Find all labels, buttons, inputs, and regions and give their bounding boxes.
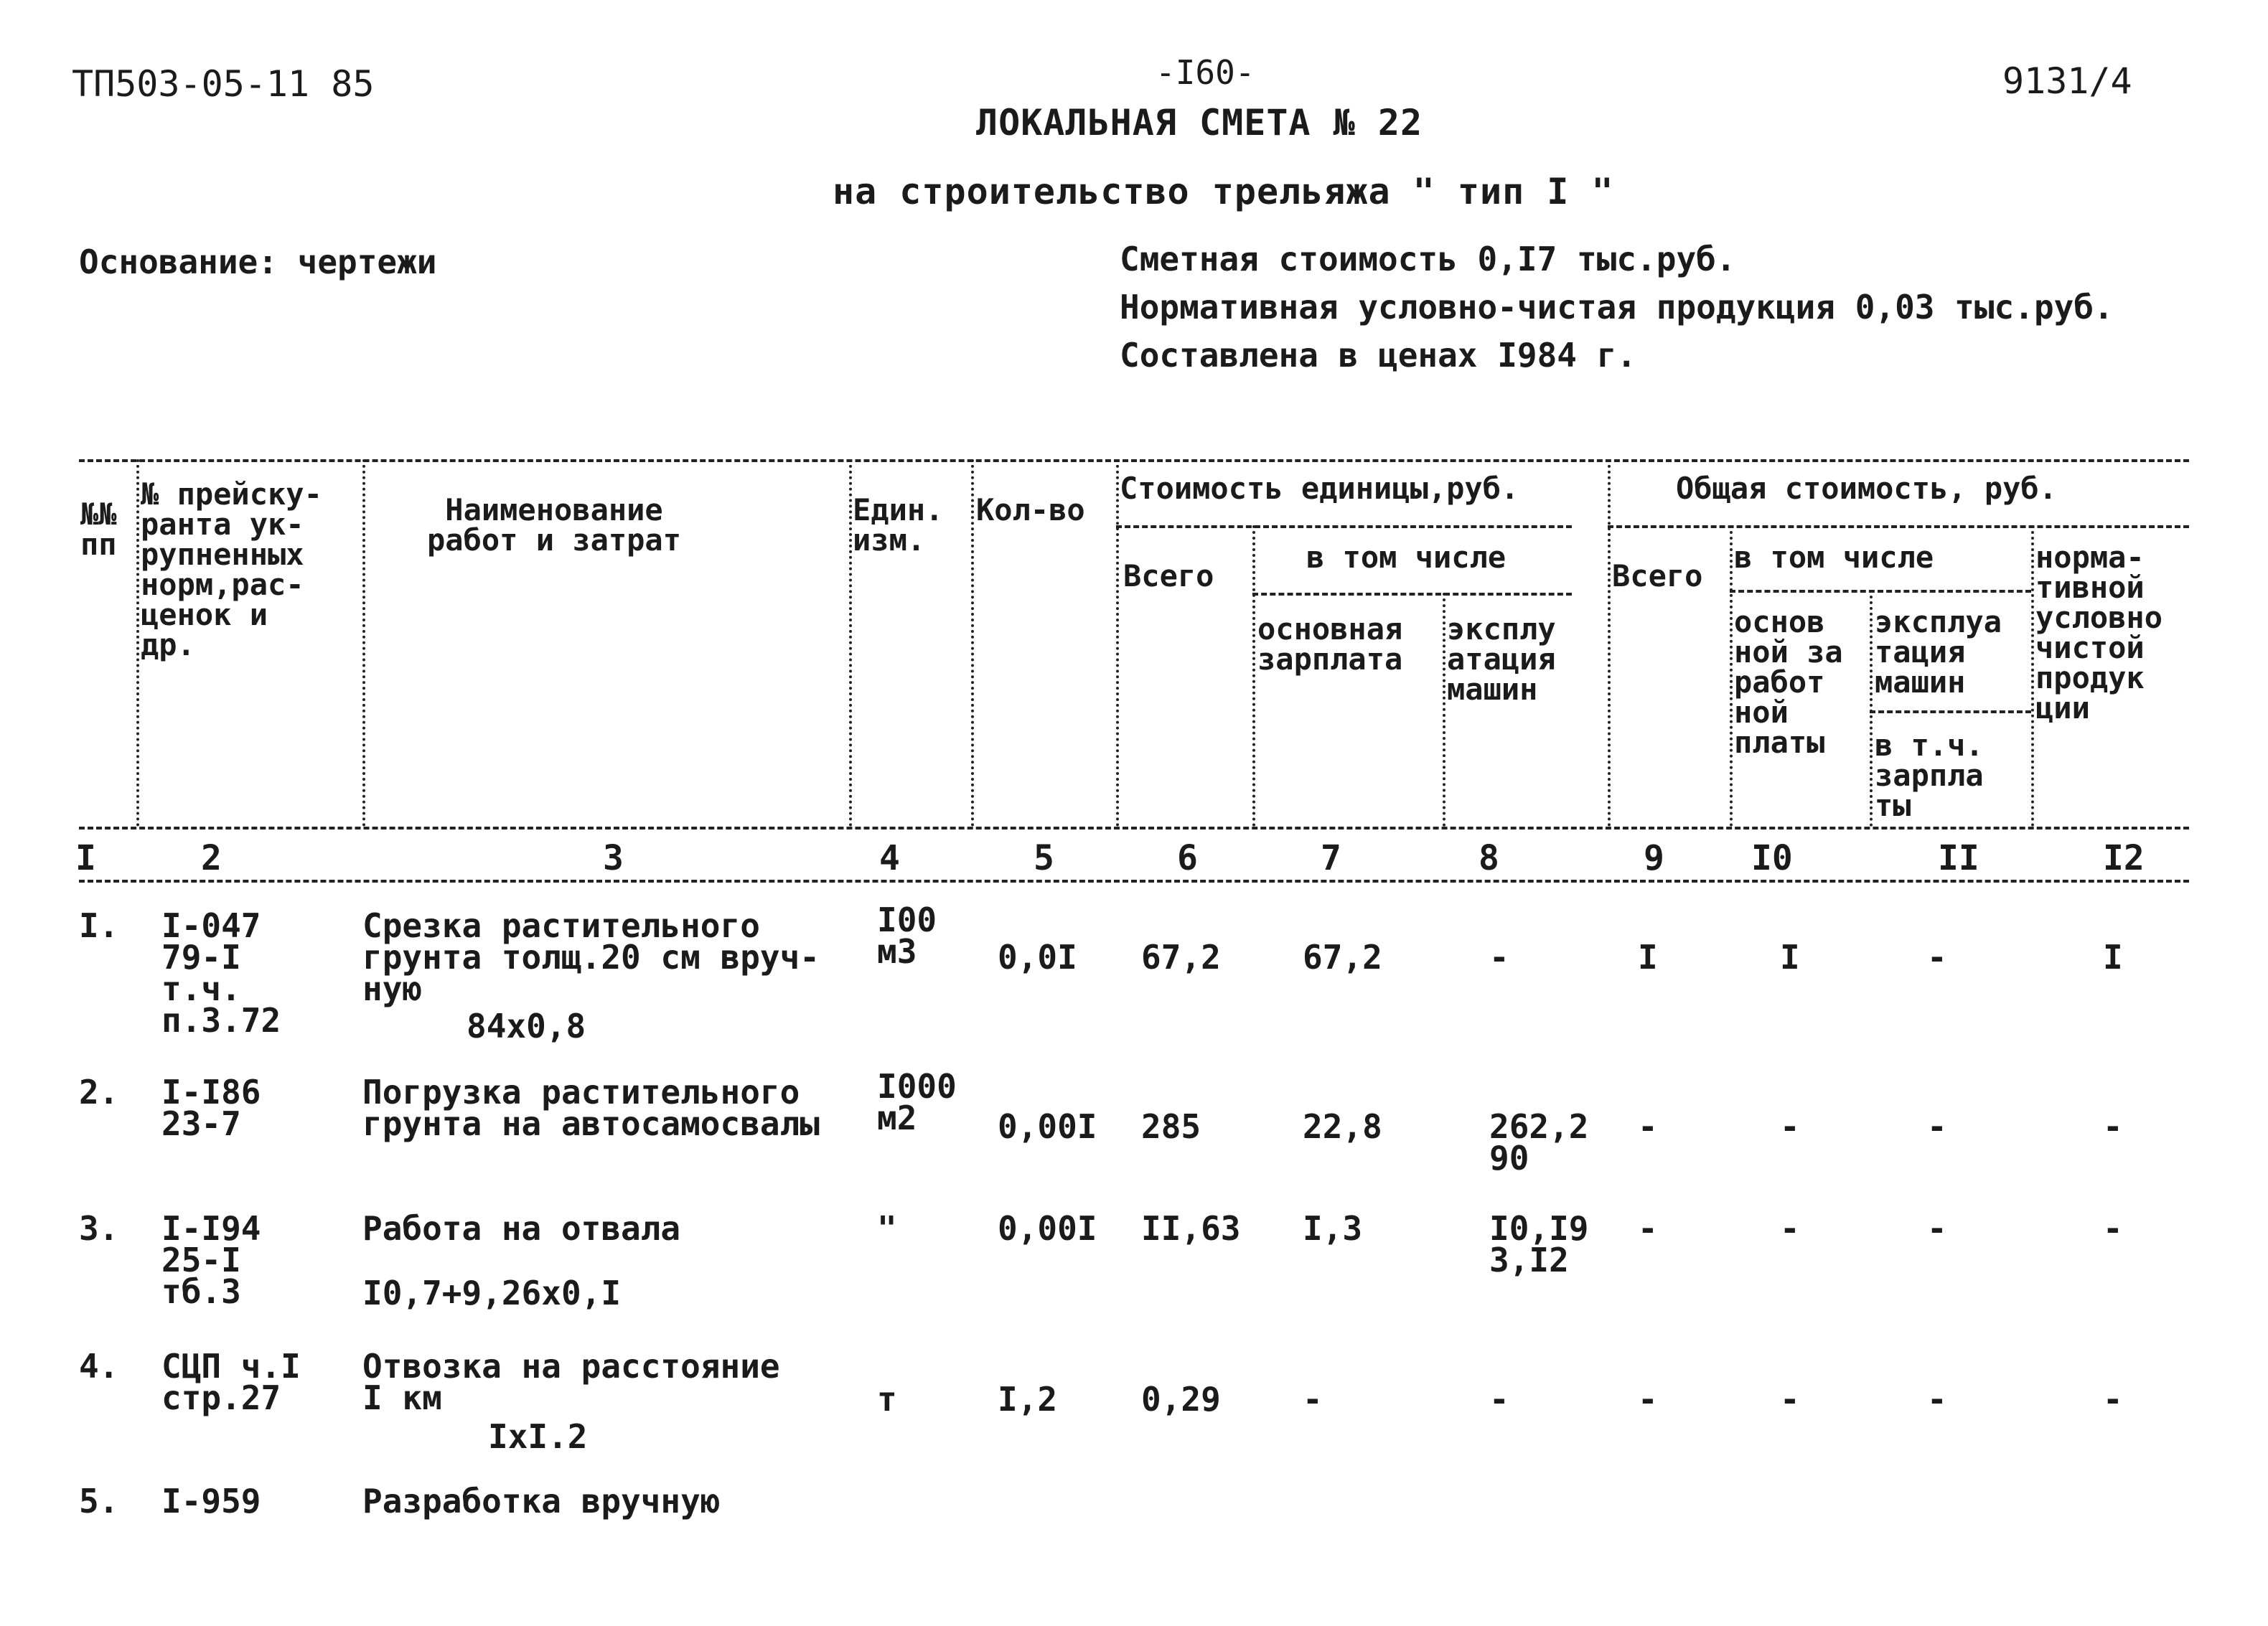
document-title: ЛОКАЛЬНАЯ СМЕТА № 22 xyxy=(976,102,1423,144)
total-wages: - xyxy=(1780,1107,1800,1146)
price-code: I-959 xyxy=(161,1482,261,1521)
unit-machines: - xyxy=(1489,1380,1509,1419)
col-divider xyxy=(1252,525,1255,827)
unit-total: 67,2 xyxy=(1141,938,1221,977)
basis-text: Основание: чертежи xyxy=(79,243,437,281)
header-col5: Кол-во xyxy=(976,492,1085,527)
row-number: 4. xyxy=(79,1347,119,1386)
work-name: Срезка растительного грунта толщ.20 см вруч- ную xyxy=(362,906,820,1008)
price-basis: Составлена в ценах I984 г. xyxy=(1120,336,1637,375)
unit-machines: 262,2 90 xyxy=(1489,1107,1589,1178)
header-total-incl: в том числе xyxy=(1734,540,1934,575)
unit-incl-rule xyxy=(1252,593,1572,596)
total: I xyxy=(1638,938,1658,977)
column-numbers-rule xyxy=(79,880,2189,883)
column-number: 7 xyxy=(1321,838,1341,878)
col-divider xyxy=(971,459,974,827)
norm-product: I xyxy=(2103,938,2123,977)
header-col11-machines: эксплуа тация машин xyxy=(1875,604,2002,700)
col-divider xyxy=(1116,459,1119,827)
total-wages: - xyxy=(1780,1209,1800,1248)
header-col3: Наименование работ и затрат xyxy=(427,492,682,558)
col-divider xyxy=(136,459,139,827)
header-col1: №№ пп xyxy=(80,497,117,562)
work-name: Погрузка растительного грунта на автосамосвалы xyxy=(362,1073,820,1143)
header-unit-cost: Стоимость единицы,руб. xyxy=(1120,471,1519,506)
unit-machines: I0,I9 3,I2 xyxy=(1489,1209,1589,1279)
document-subtitle: на строительство трельяжа " тип I " xyxy=(833,171,1614,212)
quantity: 0,00I xyxy=(998,1107,1097,1146)
total: - xyxy=(1638,1107,1658,1146)
total-cost-rule xyxy=(1608,525,2189,528)
total-machines: - xyxy=(1927,1107,1947,1146)
unit: " xyxy=(877,1209,897,1248)
header-bottom-rule xyxy=(79,827,2189,830)
total: - xyxy=(1638,1380,1658,1419)
unit-total: 285 xyxy=(1141,1107,1201,1146)
quantity: 0,00I xyxy=(998,1209,1097,1248)
header-col6: Всего xyxy=(1123,558,1214,593)
header-total-cost: Общая стоимость, руб. xyxy=(1676,471,2058,506)
unit: т xyxy=(877,1380,897,1419)
normative-product: Нормативная условно-чистая продукция 0,03 тыс.руб. xyxy=(1120,288,2114,326)
header-col2: № прейску- ранта ук- рупненных норм,рас- ценок и др. xyxy=(141,476,322,662)
table-top-rule xyxy=(79,459,2189,462)
col-divider xyxy=(1608,459,1611,827)
unit-machines: - xyxy=(1489,938,1509,977)
calc-formula: I0,7+9,26х0,I xyxy=(362,1274,622,1312)
column-number: I xyxy=(75,838,96,878)
work-name: Разработка вручную xyxy=(362,1482,721,1521)
col-divider xyxy=(2031,525,2034,827)
unit-wages: I,3 xyxy=(1303,1209,1363,1248)
column-number: I0 xyxy=(1751,838,1793,878)
unit: I000 м2 xyxy=(877,1067,957,1137)
col-divider xyxy=(849,459,852,827)
column-number: I2 xyxy=(2103,838,2145,878)
header-col10: основ ной за работ ной платы xyxy=(1734,604,1843,760)
sheet-code: 9131/4 xyxy=(2002,60,2132,102)
col-divider xyxy=(1443,593,1445,827)
row-number: I. xyxy=(79,906,119,945)
total-machines: - xyxy=(1927,1380,1947,1419)
total-wages: - xyxy=(1780,1380,1800,1419)
unit-cost-rule xyxy=(1116,525,1572,528)
page-number: -I60- xyxy=(1156,53,1255,92)
header-col7: основная зарплата xyxy=(1257,611,1403,677)
column-number: 8 xyxy=(1479,838,1499,878)
document-code: ТП503-05-11 85 xyxy=(72,63,375,105)
estimated-cost: Сметная стоимость 0,I7 тыс.руб. xyxy=(1120,240,1736,278)
header-unit-incl: в том числе xyxy=(1306,540,1506,575)
col-divider xyxy=(1870,590,1873,827)
column-number: 9 xyxy=(1644,838,1664,878)
row-number: 5. xyxy=(79,1482,119,1521)
total-machines: - xyxy=(1927,938,1947,977)
norm-product: - xyxy=(2103,1107,2123,1146)
work-name: Отвозка на расстояние I км xyxy=(362,1347,780,1417)
calc-formula: 84х0,8 xyxy=(467,1007,586,1045)
unit: I00 м3 xyxy=(877,901,937,971)
unit-total: II,63 xyxy=(1141,1209,1241,1248)
header-col9: Всего xyxy=(1612,558,1703,593)
c11-split-rule xyxy=(1870,710,2031,713)
total: - xyxy=(1638,1209,1658,1248)
price-code: I-I86 23-7 xyxy=(161,1073,261,1143)
column-number: 4 xyxy=(879,838,900,878)
total-incl-rule xyxy=(1730,590,2031,593)
col-divider xyxy=(362,459,365,827)
unit-wages: 67,2 xyxy=(1303,938,1382,977)
column-number: 2 xyxy=(201,838,222,878)
price-code: I-047 79-I т.ч. п.3.72 xyxy=(161,906,281,1040)
total-wages: I xyxy=(1780,938,1800,977)
row-number: 2. xyxy=(79,1073,119,1112)
norm-product: - xyxy=(2103,1209,2123,1248)
work-name: Работа на отвала xyxy=(362,1209,681,1248)
column-number: II xyxy=(1938,838,1979,878)
column-number: 3 xyxy=(603,838,624,878)
quantity: I,2 xyxy=(998,1380,1058,1419)
column-number: 5 xyxy=(1034,838,1054,878)
header-col11-wages: в т.ч. зарпла ты xyxy=(1875,728,1984,823)
price-code: I-I94 25-I тб.3 xyxy=(161,1209,261,1311)
header-col8: эксплу атация машин xyxy=(1447,611,1556,707)
quantity: 0,0I xyxy=(998,938,1077,977)
row-number: 3. xyxy=(79,1209,119,1248)
unit-total: 0,29 xyxy=(1141,1380,1221,1419)
calc-formula: IхI.2 xyxy=(488,1417,588,1456)
unit-wages: 22,8 xyxy=(1303,1107,1382,1146)
price-code: СЦП ч.I стр.27 xyxy=(161,1347,301,1417)
col-divider xyxy=(1730,525,1733,827)
total-machines: - xyxy=(1927,1209,1947,1248)
norm-product: - xyxy=(2103,1380,2123,1419)
header-col12: норма- тивной условно чистой продук ции xyxy=(2035,540,2163,725)
column-number: 6 xyxy=(1177,838,1198,878)
unit-wages: - xyxy=(1303,1380,1323,1419)
header-col4: Един. изм. xyxy=(853,492,944,558)
